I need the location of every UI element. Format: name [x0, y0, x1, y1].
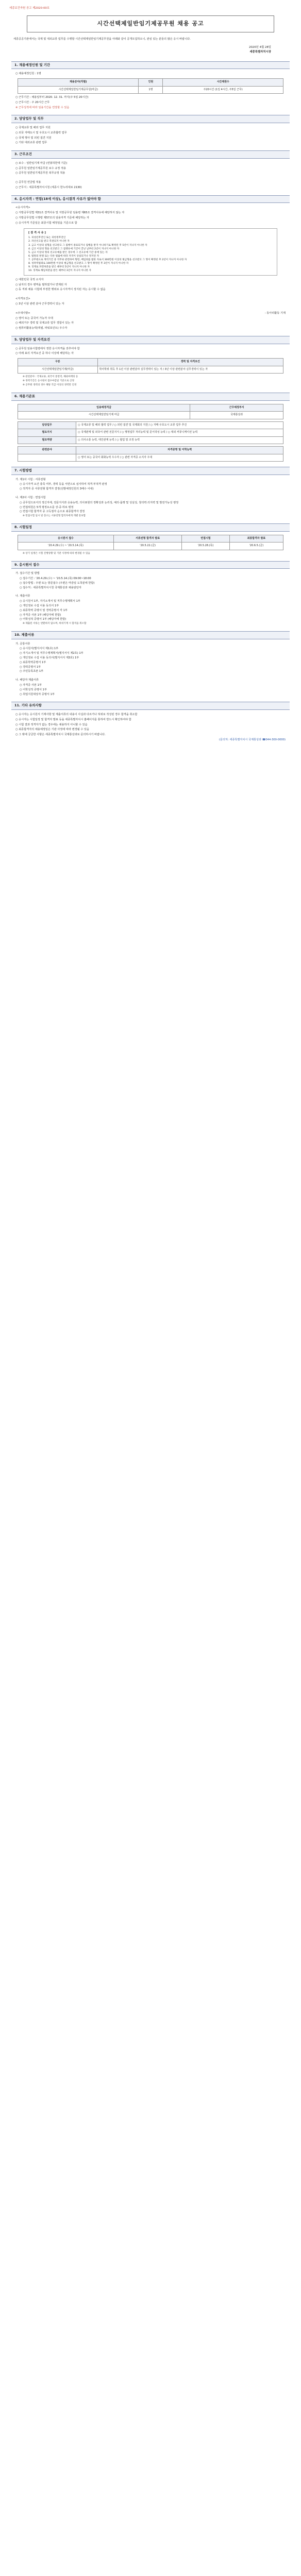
list-item: ○ 국제교류 및 해외 업무 지원 [15, 126, 51, 130]
subheading: 가. 접수기간 및 방법 [15, 572, 40, 575]
list-item: ○ 3년 이상 관련 분야 근무경력이 있는 자 [15, 302, 64, 306]
list-item: ○ 응시원서(별지서식 제1호) 1부 [20, 647, 59, 651]
note: ※ 경력기간은 응시원서 접수마감일 기준으로 산정 [23, 380, 74, 383]
section-duties [11, 115, 290, 145]
table-header: 최종합격자 발표 [229, 535, 283, 543]
subheading: <자격요건> [15, 297, 30, 301]
notice-date: 2020년 4월 28일 [248, 46, 271, 49]
table-header: 관련분야 [18, 447, 76, 454]
list-item: ○ 영어 또는 중국어 가능자 우대 [15, 316, 53, 320]
table-header: 임용예정직급 [18, 404, 190, 412]
table-row [18, 543, 283, 550]
list-item: ○ 접수기간 : '20.4.29.(수) ~ '20.5.14.(목) 09:00~18:00 [20, 577, 91, 581]
table-header: 채용분야(직렬) [18, 79, 139, 87]
list-item: ○ 경력증명서 1부 [20, 665, 41, 669]
section-title: 7. 시험방법 [11, 467, 290, 475]
subheading: 나. 제출서류 [15, 595, 30, 598]
issuing-organization: 세종특별자치시장 [249, 50, 271, 54]
list-item: ○ 국제 행사 및 외빈 접견 지원 [15, 136, 52, 140]
section-criteria [11, 393, 290, 462]
table-cell: 시간선택제일반임기제공무원(마급) [18, 86, 139, 94]
subheading: 나. 해당자 제출서류 [15, 679, 39, 682]
note: ※ 상기 일정은 시험 진행상황 및 기관 사정에 따라 변경될 수 있음 [23, 552, 90, 555]
table-row [18, 86, 283, 94]
list-item: ○ 남자의 경우 병역을 필하였거나 면제된 자 [15, 283, 67, 286]
table-row [18, 421, 283, 429]
list-item: ○ 해외거주 경력 및 국제교류 업무 경험이 있는 자 [15, 321, 74, 325]
criteria-extra-table [18, 446, 283, 462]
table-header: 구분 [18, 359, 98, 366]
list-item: 5. 금고 이상의 형의 선고유예를 받은 경우에 그 선고유예 기간 중에 있는 자 [28, 251, 108, 254]
section-documents [11, 631, 290, 697]
list-item: ○ 개인정보 수집 이용 동의서(별지서식 제3호) 1부 [20, 656, 79, 660]
recruitment-notice-page [0, 0, 301, 754]
list-item: ○ 지방공무원법 제31조 결격사유 및 지방공무원 임용령 제65조 결격사유에 해당하지 않는 자 [15, 211, 125, 215]
subheading: 나. 제2차 시험 : 면접시험 [15, 496, 46, 500]
list-item: ○ 최종학력 증명서 및 경력증명서 각 1부 [20, 608, 68, 612]
list-item: ○ 최종학력증명서 1부 [20, 660, 46, 664]
list-item: 4. 금고 이상의 형을 선고받고 그 집행유예 기간이 끝난 날부터 2년이 지나지 아니한 자 [28, 247, 120, 250]
section-eligibility [11, 195, 290, 331]
list-item: ○ 응시자는 시험일정 및 합격자 발표 등을 세종특별자치시 홈페이지를 통하여 반드시 확인하여야 함 [15, 718, 131, 721]
table-cell: '20.5.22.(금) [114, 543, 182, 550]
table-cell: '20.4.29.(수) ~ '20.5.14.(목) [18, 543, 114, 550]
list-item: 9. 징계로 파면처분을 받은 때부터 5년이 지나지 아니한 자 [28, 265, 90, 268]
preference-note: - 동아리활동 기재 [264, 311, 286, 315]
list-item: ○ 개인정보 수집 이용 동의서 1부 [20, 604, 59, 607]
note: ※ 면접시험 일시 및 장소는 서류전형 합격자에게 개별 통보함 [23, 515, 86, 518]
list-item: 10. 징계로 해임처분을 받은 때부터 3년이 지나지 아니한 자 [28, 269, 91, 272]
table-header: 경력 및 자격요건 [97, 359, 283, 366]
list-item: ○ 접수처 : 세종특별자치시청 국제통상과 채용담당자 [20, 586, 81, 589]
table-header: 필요지식 [18, 429, 76, 437]
table-row [18, 429, 283, 437]
criteria-grid [18, 421, 283, 445]
table-cell: ○ 국제관계 및 외국어 관련 전문지식 / ○ 행정업무 처리능력 및 문서작성 능력 / ○ 대외 커뮤니케이션 능력 [76, 429, 283, 437]
subheading: 가. 제1차 시험 : 서류전형 [15, 478, 46, 481]
section-title: 4. 응시자격 : 연령(18세 이상), 응시결격 사유가 없어야 함 [11, 195, 290, 204]
section-title: 3. 근무조건 [11, 150, 290, 159]
list-item: ○ 적격자 중 서류전형 합격자 결정(선발예정인원의 3배수 이내) [20, 487, 94, 491]
preference-heading: <우대사항> [15, 311, 30, 315]
section-qualifications [11, 336, 290, 387]
title-box [27, 15, 274, 32]
table-header: 시간제원수 [163, 79, 283, 87]
notice-title: 시간선택제일반임기제공무원 채용 공고 [97, 20, 204, 27]
section-notes [11, 702, 290, 742]
list-item: ○ 지방공무원법 시행령 제57조의 임용자격 기준에 해당하는 자 [15, 216, 89, 220]
table-cell: 학사학위 취득 후 1년 이상 관련분야 실무경력이 있는 자 / 3년 이상 관련분야 실무경력이 있는 자 [97, 366, 283, 374]
list-item: ○ 자격증 사본 1부 (해당자에 한함) [20, 613, 61, 617]
table-header: 근무예정부서 [190, 404, 283, 412]
list-item: ○ 아래 표의 자격요건 중 하나 이상에 해당하는 자 [15, 352, 74, 355]
list-item: 6. 법원의 판결 또는 다른 법률에 따라 자격이 상실되거나 정지된 자 [28, 255, 99, 258]
list-item: ○ 어학성적 증명서 1부 [20, 688, 47, 691]
contact-info: (문의처: 세종특별자치시 국제통상과 ☎044-300-0000) [219, 738, 286, 742]
list-item: ○ 취업지원대상자 증명서 1부 [20, 692, 55, 696]
section-schedule [11, 523, 290, 556]
section-title: 1. 채용예정인원 및 기간 [11, 61, 290, 70]
table-row [18, 454, 283, 462]
table-cell: ○ 의사소통 능력, 대인관계 능력 / ○ 협업 및 조정 능력 [76, 436, 283, 444]
note: ※ 공무원 경력의 경우 해당 직급 이상의 경력만 인정 [23, 384, 77, 387]
list-item: ○ 외국 자매도시 및 우호도시 교류협력 업무 [15, 131, 67, 134]
list-item: ○ 주민등록초본 1부 [20, 670, 44, 673]
list-item: ○ 면접위원은 5개 평정요소를 상·중·하로 평정 [20, 505, 74, 509]
list-item: ○ 근무지 : 세종특별자치시청 (세종시 한누리대로 2130) [15, 186, 82, 190]
subheading [15, 312, 286, 316]
subheading: <응시자격> [15, 206, 30, 210]
notice-reference-number: 세종보건자원 공고 제2020-00호 [9, 7, 50, 10]
recruit-count-line: ○ 채용예정인원 : 1명 [15, 72, 41, 76]
list-item: ○ 공무원 연금법 적용 [15, 181, 41, 184]
work-period-line: ○ 근무기간 : 채용일부터 2020. 12. 31. 까지(주 5일 20시간) [15, 96, 89, 99]
list-item: ○ 자기소개서 및 직무수행계획서(별지서식 제2호) 1부 [20, 652, 83, 655]
section-title: 11. 기타 유의사항 [11, 702, 290, 710]
extension-note: ※ 근무성적에 따라 임용기간을 연장할 수 있음 [15, 106, 70, 109]
section-conditions [11, 150, 290, 190]
list-item: ○ 동 직위 채용 시험에 부정한 행위로 응시자격이 정지된 자는 응시할 수 없음 [15, 288, 106, 292]
table-cell: '20.6.5.(금) [229, 543, 283, 550]
list-item: ○ 대한민국 국적 소지자 [15, 278, 44, 281]
intro-paragraph: 세종공공기관에서는 국제 및 대외교류 업무를 수행할 시간선택제일반임기제공무원을 아래와 같이 공개모집하오니, 관심 있는 분들의 많은 응시 바랍니다. [13, 37, 191, 41]
note: ※ 관련분야 : 국제교류, 외국어 통번역, 해외마케팅 등 [23, 376, 78, 379]
list-item: 2. 파산선고를 받고 복권되지 아니한 자 [28, 240, 70, 243]
section-application [11, 561, 290, 626]
list-item: ○ 응시원서 1부, 자기소개서 및 직무수행계획서 1부 [20, 600, 80, 603]
qualification-table [18, 358, 283, 374]
list-item: ○ 기타 대외교류 관련 업무 [15, 141, 47, 145]
work-hours-line: ○ 근무시간 : 주 20시간 근무 [15, 100, 50, 104]
table-cell: ○ 영어 또는 중국어 회화능력 우수자 / ○ 관련 자격증 소지자 우대 [76, 454, 283, 462]
list-item: ○ 공무원으로서의 정신자세, 전문지식과 응용능력, 의사표현의 정확성과 논리성, 예의·품행 및 성실성, 창의력·의지력 및 발전가능성 평정 [20, 501, 179, 504]
section-title: 5. 담당업무 및 자격요건 [11, 336, 290, 344]
section-recruitment-count [11, 61, 290, 110]
list-item: ○ 공무원 일반임기제공무원 복무규정 적용 [15, 172, 65, 175]
recruit-table [18, 78, 283, 94]
table-cell: 1명 [139, 86, 163, 94]
table-header: 서류전형 합격자 발표 [114, 535, 182, 543]
section-title: 10. 제출서류 [11, 631, 290, 639]
notice-date-block [9, 45, 271, 54]
list-item: ○ 컴퓨터활용능력(엑셀, 파워포인트) 우수자 [15, 327, 68, 330]
schedule-table [18, 535, 283, 550]
section-title: 8. 시험일정 [11, 523, 290, 532]
box-heading: [ 결 격 사 유 ] [28, 231, 46, 234]
table-row [18, 412, 283, 419]
table-cell [18, 454, 76, 462]
table-row [18, 366, 283, 374]
table-header: 자격증명 및 어학능력 [76, 447, 283, 454]
table-header: 인원 [139, 79, 163, 87]
list-item: ○ 시험 결과 적격자가 없는 경우에는 채용하지 아니할 수 있음 [15, 723, 88, 726]
section-title: 9. 응시원서 접수 [11, 561, 290, 569]
list-item: 1. 피성년후견인 또는 피한정후견인 [28, 236, 66, 240]
list-item: ○ 접수방법 : 우편 또는 방문접수 (우편은 마감일 도착분에 한함) [20, 581, 95, 585]
list-item: ○ 공무원 일반임기제공무원 보수 규정 적용 [15, 166, 66, 170]
list-item: ○ 보수 : 일반임기제 마급 (연봉하한액 기준) [15, 161, 68, 165]
list-item: ○ 공무원 임용시험령에서 정한 응시자격을 갖추어야 함 [15, 347, 80, 350]
list-item: ○ 어학성적 증명서 1부 (해당자에 한함) [20, 618, 66, 621]
note: ※ 제출된 서류는 반환하지 않으며, 허위기재 시 합격을 취소함 [23, 622, 87, 625]
list-item: ○ 최종합격자의 채용예정일은 기관 사정에 따라 변경될 수 있음 [15, 728, 89, 732]
disqualification-box [24, 228, 277, 276]
table-header: 필요역량 [18, 436, 76, 444]
table-cell: 시간선택제일반임기제 마급 [18, 412, 190, 419]
section-exam-method [11, 467, 290, 518]
list-item: ○ 그 밖에 궁금한 사항은 세종특별자치시 국제통상과로 문의하시기 바랍니다. [15, 733, 106, 737]
list-item: 7. 공무원으로 재직기간 중 직무와 관련하여 횡령, 배임죄를 범한 자로서 300만원 이상의 벌금형을 선고받고 그 형이 확정된 후 2년이 지나지 아니한 자 [28, 258, 187, 261]
subheading: 가. 공통서류 [15, 642, 30, 646]
table-header: 응시원서 접수 [18, 535, 114, 543]
table-cell: 국제통상과 [190, 412, 283, 419]
table-cell: '20.5.28.(목) [182, 543, 230, 550]
list-item: ○ 면접시험 합격자 중 고득점자 순으로 최종합격자 결정 [20, 510, 85, 514]
table-cell: ○ 국제교류 및 해외 협력 업무 / ○ 외빈 접견 및 국제회의 지원 / ○ 자매·우호도시 교류 업무 추진 [76, 421, 283, 429]
table-row [18, 436, 283, 444]
list-item: ○ 자격증 사본 1부 [20, 684, 42, 687]
criteria-table [18, 404, 283, 419]
table-cell: 주20시간 (1일 4시간, 주5일 근무) [163, 86, 283, 94]
table-header: 담당업무 [18, 421, 76, 429]
list-item: 8. 성폭력범죄로 100만원 이상의 벌금형을 선고받고 그 형이 확정된 후 3년이 지나지 아니한 자 [28, 262, 129, 265]
table-cell: 시간선택제일반임기제(마급) [18, 366, 98, 374]
table-header: 면접시험 [182, 535, 230, 543]
section-title: 6. 채용기준표 [11, 393, 290, 401]
section-title: 2. 담당업무 및 직무 [11, 115, 290, 123]
list-item: ○ 응시자는 응시원서 기재사항 및 제출서류의 내용이 사실과 다르거나 허위로 작성된 경우 합격을 취소함 [15, 713, 138, 717]
list-item: ○ 응시자격 기준일은 최종시험 예정일을 기준으로 함 [15, 221, 77, 225]
list-item: ○ 응시자격 요건 충족 여부, 경력 등을 서면으로 심사하여 적격·부적격 판정 [20, 483, 107, 486]
list-item: 3. 금고 이상의 실형을 선고받고 그 집행이 종료되거나 집행을 받지 아니하기로 확정된 후 5년이 지나지 아니한 자 [28, 244, 147, 247]
